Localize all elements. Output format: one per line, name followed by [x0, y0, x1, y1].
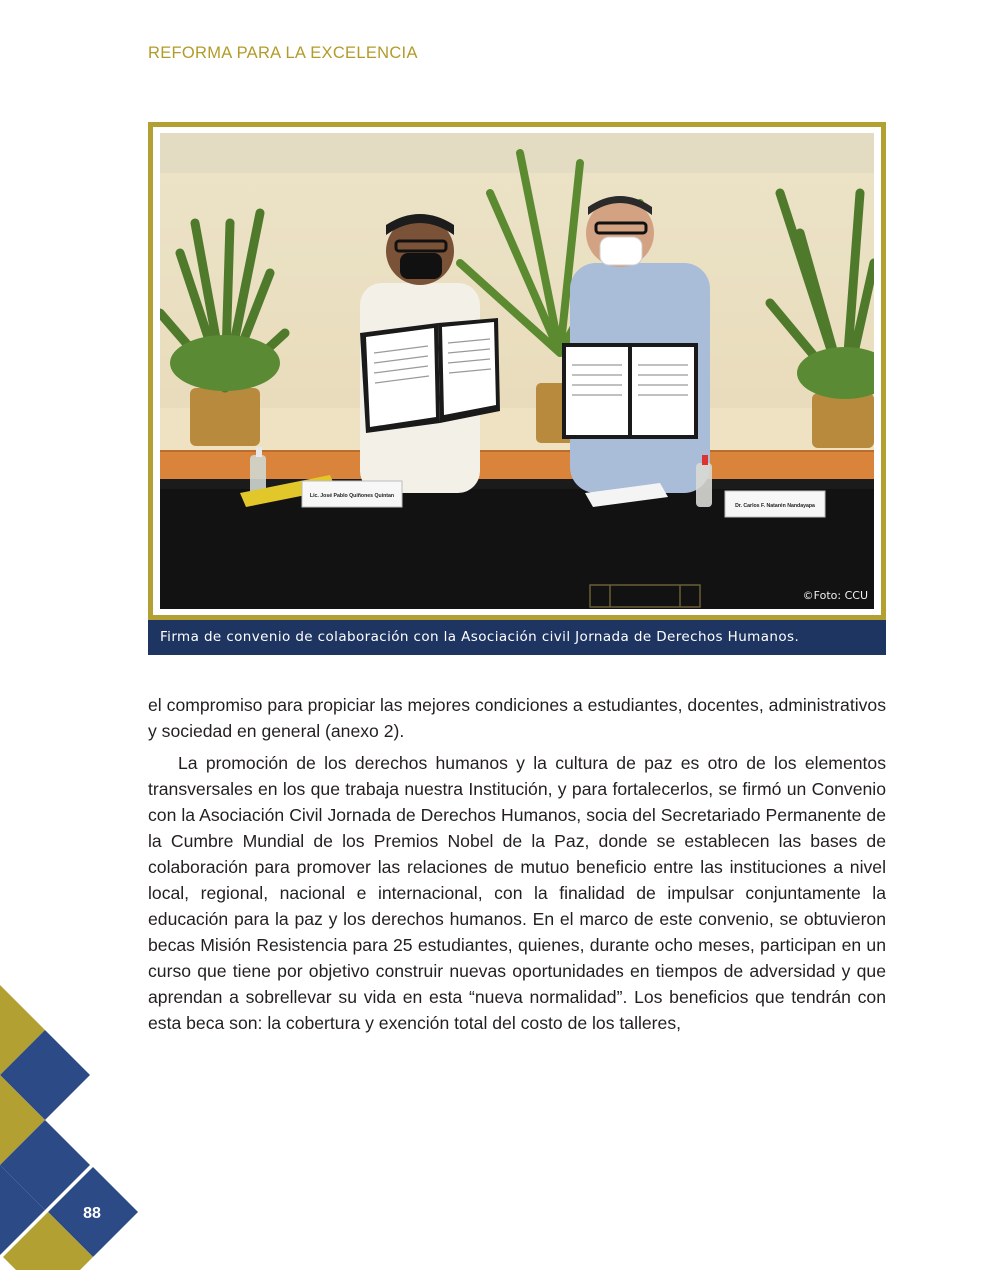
photo-frame — [148, 122, 886, 620]
paragraph: La promoción de los derechos humanos y la cultura de paz es otro de los elementos transversales en los que trabaja nuestra Institución, y para fortalecerlos, se firmó un Convenio con la Asociación Civil Jornada de Derechos Humanos, socia del Secretariado Permanente de la Cumbre Mundial de los Premios Nobel de la Paz, donde se establecen las bases de colaboración para promover las relaciones de mutuo beneficio entre las instituciones a nivel local, regional, nacional e internacional, con la finalidad de impulsar conjuntamente la educación para la paz y los derechos humanos. En el marco de este convenio, se obtuvieron becas Misión Resistencia para 25 estudiantes, quienes, durante ocho meses, participan en un curso que tiene por objetivo construir nuevas oportunidades en tiempos de adversidad y que aprendan a sobrellevar su vida en esta “nueva normalidad”. Los beneficios que tendrán con esta beca son: la cobertura y exención total del costo de los talleres, — [148, 753, 886, 1033]
name-plate-right — [725, 491, 825, 517]
running-header: REFORMA PARA LA EXCELENCIA — [148, 44, 418, 62]
svg-text:Dr. Carlos F. Natarén Nandayap: Dr. Carlos F. Natarén Nandayapa — [735, 503, 815, 509]
page-number: 88 — [83, 1205, 101, 1222]
signing-photo — [160, 133, 874, 609]
name-plate-left — [302, 481, 402, 507]
svg-text:Lic. José Pablo Quiñones Quint: Lic. José Pablo Quiñones Quintan — [309, 493, 395, 499]
diamond-ornament — [0, 980, 150, 1270]
document-right — [562, 343, 698, 439]
figure-caption: Firma de convenio de colaboración con la Asociación civil Jornada de Derechos Humanos. — [148, 620, 886, 655]
photo-credit: ©Foto: CCU — [802, 589, 868, 602]
body-text — [148, 692, 886, 1036]
paragraph: el compromiso para propiciar las mejores condiciones a estudiantes, docentes, administrativos y sociedad en general (anexo 2). — [148, 695, 886, 741]
